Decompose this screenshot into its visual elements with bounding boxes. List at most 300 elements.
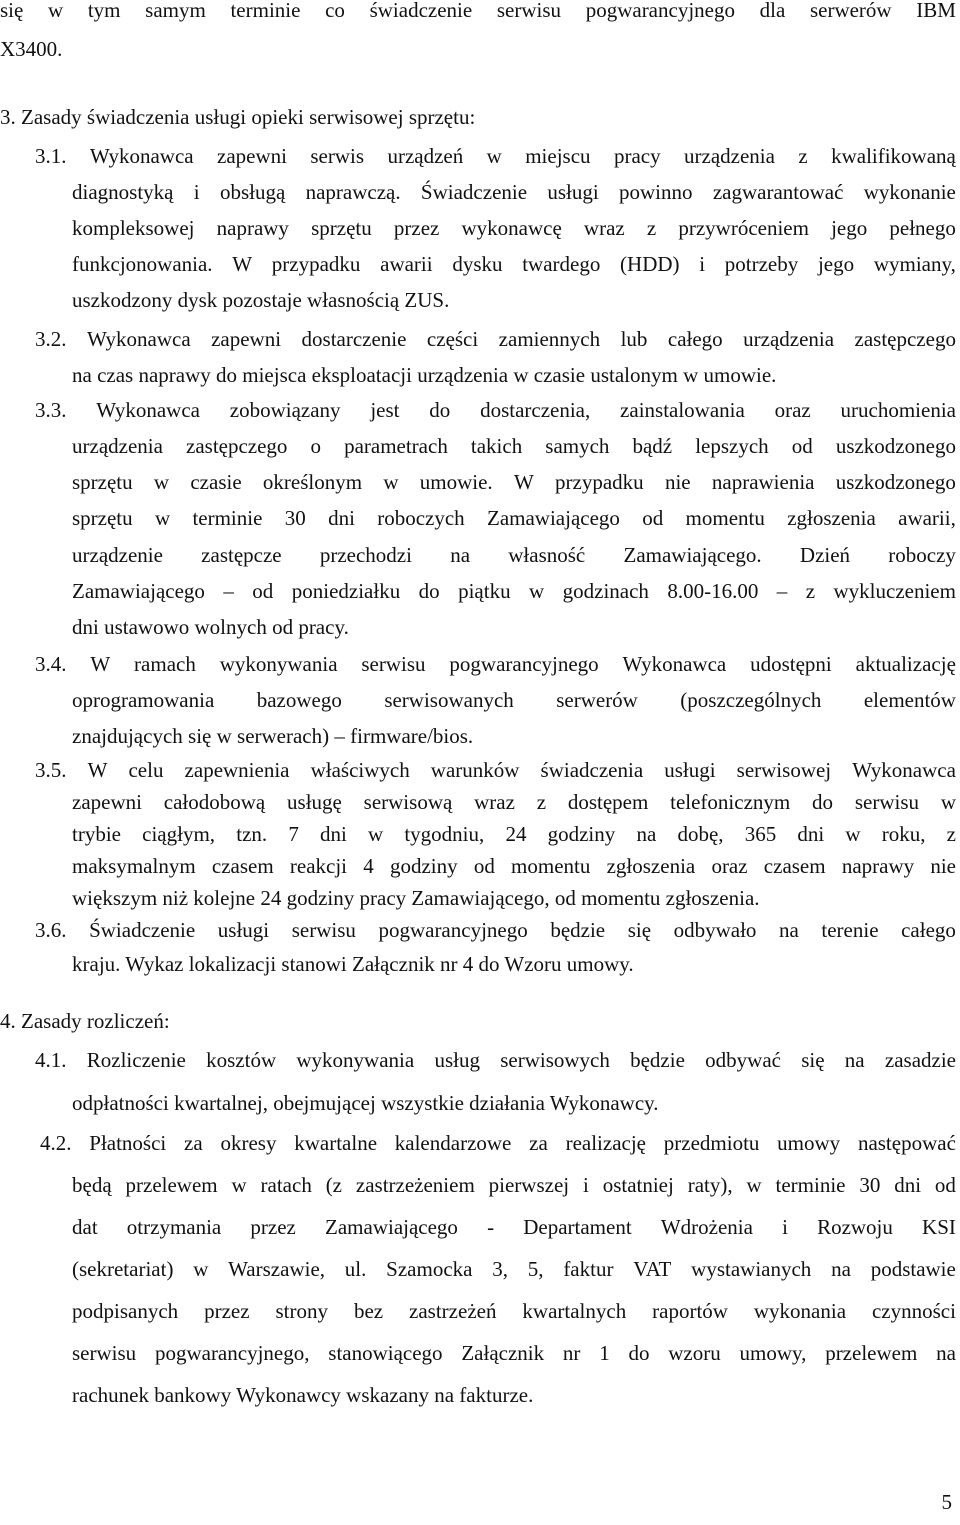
word: na: [636, 822, 657, 846]
word: z: [536, 790, 547, 814]
word: usługę: [287, 790, 342, 814]
word: odbywać: [705, 1048, 781, 1072]
word: samym: [145, 0, 206, 22]
text-line: [72, 254, 956, 275]
word: kalendarzowe: [394, 1131, 512, 1155]
word: strony: [275, 1299, 328, 1323]
word: wykluczeniem: [833, 579, 956, 603]
word: kwartalnych: [522, 1299, 627, 1323]
word: raty),: [687, 1173, 733, 1197]
word: wykonawcę: [461, 216, 562, 240]
word: bez: [353, 1299, 384, 1323]
text-line: [72, 581, 956, 602]
word: podstawie: [870, 1257, 956, 1281]
word: zapewni: [211, 327, 282, 351]
word: całego: [667, 327, 723, 351]
word: do: [628, 1341, 650, 1365]
text-line: [72, 824, 956, 845]
word: serwerów: [809, 0, 892, 22]
word: serwisu: [854, 790, 920, 814]
text-line: większym niż kolejne 24 godziny pracy Zamawiającego, od momentu zgłoszenia.: [72, 886, 760, 910]
text-line: X3400.: [0, 37, 63, 61]
word: zainstalowania: [620, 398, 745, 422]
word: okresy: [220, 1131, 277, 1155]
word: podpisanych: [72, 1299, 179, 1323]
word: maksymalnym: [72, 854, 196, 878]
text-line: uszkodzony dysk pozostaje własnością ZUS.: [72, 288, 450, 312]
word: kosztów: [206, 1048, 277, 1072]
word: Zamawiającego.: [623, 543, 762, 567]
word: do: [812, 790, 834, 814]
word: urządzeń: [387, 144, 464, 168]
word: w: [845, 822, 861, 846]
page-number: 5: [941, 1490, 952, 1514]
word: 3.4.: [35, 652, 67, 676]
word: roboczy: [888, 543, 956, 567]
word: zapewnienia: [184, 758, 290, 782]
word: diagnostyką: [72, 180, 174, 204]
word: na: [450, 543, 471, 567]
word: i: [582, 1173, 589, 1197]
word: usług: [434, 1048, 480, 1072]
word: oraz: [711, 854, 748, 878]
word: takich: [470, 434, 523, 458]
word: usługi: [547, 180, 599, 204]
word: od: [252, 579, 274, 603]
word: odbywało: [673, 918, 757, 942]
word: zgłoszenia: [606, 854, 696, 878]
word: lub: [620, 327, 648, 351]
word: Załącznik: [461, 1341, 545, 1365]
word: Wykonawca: [622, 652, 727, 676]
word: momentu: [685, 506, 765, 530]
word: zastępczego: [854, 327, 956, 351]
word: KSI: [922, 1215, 956, 1239]
word: ramach: [134, 652, 196, 676]
word: od: [791, 434, 813, 458]
text-line: znajdujących się w serwerach) – firmware/bios.: [72, 724, 474, 748]
word: 1: [599, 1341, 610, 1365]
word: W: [513, 470, 534, 494]
word: momentu: [511, 854, 591, 878]
word: obsługą: [219, 180, 286, 204]
word: reakcji: [289, 854, 348, 878]
word: Wdrożenia: [660, 1215, 753, 1239]
word: 3,: [492, 1257, 508, 1281]
word: godziny: [389, 854, 458, 878]
word: usługi: [217, 918, 270, 942]
text-line: [72, 856, 956, 877]
word: określonym: [262, 470, 363, 494]
word: telefonicznym: [670, 790, 791, 814]
word: serwisu: [496, 0, 562, 22]
word: W: [87, 758, 108, 782]
word: Wykonawca: [96, 398, 200, 422]
word: pogwarancyjnego: [378, 918, 528, 942]
word: się: [801, 1048, 825, 1072]
word: w: [368, 822, 384, 846]
text-line: [72, 472, 956, 493]
word: od: [934, 1173, 956, 1197]
word: dni: [797, 822, 825, 846]
word: uruchomienia: [840, 398, 956, 422]
word: sprzętu: [311, 216, 372, 240]
word: wykonywania: [219, 652, 338, 676]
word: 24: [505, 822, 527, 846]
word: 3.3.: [35, 398, 67, 422]
word: 4.2.: [40, 1131, 72, 1155]
word: się: [0, 0, 24, 22]
word: dla: [759, 0, 786, 22]
word: samych: [545, 434, 610, 458]
word: wzoru: [668, 1341, 721, 1365]
word: ul.: [344, 1257, 367, 1281]
word: (z: [325, 1173, 343, 1197]
word: czasem: [763, 854, 826, 878]
word: wykonania: [753, 1299, 847, 1323]
word: na: [831, 1257, 851, 1281]
word: raportów: [652, 1299, 728, 1323]
word: terminie: [230, 0, 301, 22]
word: urządzenia: [684, 144, 775, 168]
word: (HDD): [620, 252, 680, 276]
word: parametrach: [344, 434, 448, 458]
word: w: [193, 1257, 209, 1281]
word: 3.6.: [35, 918, 67, 942]
word: i: [782, 1215, 788, 1239]
word: usługi: [664, 758, 716, 782]
text-line: odpłatności kwartalnej, obejmującej wszystkie działania Wykonawcy.: [72, 1091, 659, 1115]
word: 5,: [527, 1257, 544, 1281]
word: pracy: [613, 144, 661, 168]
word: ratach: [260, 1173, 312, 1197]
word: 30: [859, 1173, 881, 1197]
word: w: [153, 470, 170, 494]
text-line: [35, 329, 956, 350]
word: Departament: [523, 1215, 632, 1239]
word: w: [383, 470, 399, 494]
word: wystawianych: [691, 1257, 812, 1281]
text-line: [40, 1133, 956, 1154]
word: trybie: [72, 822, 121, 846]
word: co: [325, 0, 345, 22]
word: dostępem: [567, 790, 649, 814]
word: zagwarantować: [712, 180, 844, 204]
word: i: [193, 180, 200, 204]
word: części: [426, 327, 479, 351]
word: uszkodzonego: [835, 434, 956, 458]
text-line: [35, 1050, 956, 1071]
word: nie: [930, 854, 956, 878]
word: poniedziałku: [291, 579, 401, 603]
text-line: [72, 1175, 956, 1196]
text-line: kraju. Wykaz lokalizacji stanowi Załącznik nr 4 do Wzoru umowy.: [72, 952, 634, 976]
word: następować: [857, 1131, 956, 1155]
word: naprawienia: [711, 470, 815, 494]
text-line: [72, 545, 956, 566]
word: Szamocka: [386, 1257, 473, 1281]
word: za: [529, 1131, 548, 1155]
text-line: [72, 182, 956, 203]
word: serwis: [310, 144, 365, 168]
section-heading: 4. Zasady rozliczeń:: [0, 1009, 170, 1033]
text-line: [35, 654, 956, 675]
word: pogwarancyjnego: [449, 652, 599, 676]
word: wykonanie: [863, 180, 956, 204]
text-line: [35, 920, 956, 941]
word: stanowiącego: [328, 1341, 443, 1365]
text-line: [72, 218, 956, 239]
text-line: dni ustawowo wolnych od pracy.: [72, 615, 349, 639]
word: jest: [370, 398, 400, 422]
word: Świadczenie: [420, 180, 528, 204]
word: z: [805, 579, 816, 603]
text-line: [72, 1301, 956, 1322]
word: na: [936, 1341, 956, 1365]
word: przelewem: [825, 1341, 918, 1365]
word: roku,: [881, 822, 926, 846]
word: bądź: [632, 434, 673, 458]
word: Wykonawca: [89, 144, 194, 168]
word: W: [90, 652, 111, 676]
text-line: [72, 1259, 956, 1280]
text-line: [35, 146, 956, 167]
word: terminie: [775, 1173, 846, 1197]
word: od: [642, 506, 664, 530]
word: dostarczenie: [301, 327, 407, 351]
word: pierwszej: [488, 1173, 570, 1197]
word: zastępczego: [186, 434, 288, 458]
word: urządzenia: [72, 434, 163, 458]
word: miejscu: [525, 144, 591, 168]
word: zgłoszenia: [787, 506, 876, 530]
word: za: [184, 1131, 203, 1155]
word: zapewni: [217, 144, 287, 168]
word: przez: [250, 1215, 296, 1239]
word: godziny: [547, 822, 616, 846]
word: świadczenia: [540, 758, 644, 782]
word: przypadku: [555, 470, 644, 494]
word: kwartalne: [294, 1131, 378, 1155]
word: serwisu: [361, 652, 426, 676]
text-line: [0, 0, 956, 21]
word: przelewem: [125, 1173, 218, 1197]
word: dostarczenia,: [480, 398, 591, 422]
word: 3.2.: [35, 327, 67, 351]
word: całego: [901, 918, 956, 942]
word: 7: [288, 822, 299, 846]
word: przechodzi: [319, 543, 412, 567]
word: w: [47, 0, 64, 22]
section-heading: 3. Zasady świadczenia usługi opieki serwisowej sprzętu:: [0, 105, 476, 129]
word: 8.00-16.00: [667, 579, 759, 603]
word: naprawy: [216, 216, 289, 240]
word: wraz: [583, 216, 625, 240]
word: IBM: [916, 0, 956, 22]
word: o: [310, 434, 321, 458]
text-line: [72, 1343, 956, 1364]
word: w: [486, 144, 502, 168]
word: będzie: [550, 918, 606, 942]
word: w: [940, 790, 956, 814]
text-line: [35, 400, 956, 421]
word: (sekretariat): [72, 1257, 174, 1281]
word: Wykonawca: [852, 758, 956, 782]
word: 3.5.: [35, 758, 67, 782]
word: właściwych: [310, 758, 410, 782]
word: w: [529, 579, 545, 603]
word: do: [429, 398, 451, 422]
word: Rozliczenie: [86, 1048, 186, 1072]
word: na: [779, 918, 799, 942]
text-line: rachunek bankowy Wykonawcy wskazany na fakturze.: [72, 1383, 534, 1407]
word: wykonywania: [296, 1048, 415, 1072]
word: realizację: [565, 1131, 646, 1155]
word: ciągłym,: [142, 822, 216, 846]
word: godzinach: [562, 579, 649, 603]
word: terminie: [192, 506, 263, 530]
word: zastrzeżeniem: [355, 1173, 475, 1197]
word: W: [232, 252, 253, 276]
word: pełnego: [889, 216, 956, 240]
word: kwalifikowaną: [831, 144, 956, 168]
word: dysku: [452, 252, 503, 276]
word: funkcjonowania.: [72, 252, 213, 276]
word: zamiennych: [498, 327, 601, 351]
word: czasie: [190, 470, 242, 494]
word: terenie: [821, 918, 879, 942]
word: serwisowanych: [384, 688, 514, 712]
word: całodobową: [163, 790, 266, 814]
word: Wykonawca: [86, 327, 191, 351]
word: warunków: [430, 758, 520, 782]
word: naprawczą.: [305, 180, 401, 204]
word: wymiany,: [873, 252, 956, 276]
word: w: [231, 1173, 247, 1197]
word: oraz: [774, 398, 811, 422]
word: świadczenie: [369, 0, 473, 22]
word: serwisu: [291, 918, 356, 942]
word: na: [844, 1048, 865, 1072]
word: sprzętu: [72, 470, 133, 494]
word: serwisową: [363, 790, 453, 814]
word: faktur: [563, 1257, 614, 1281]
text-line: [72, 436, 956, 457]
word: zastrzeżeń: [409, 1299, 497, 1323]
word: 365: [744, 822, 777, 846]
word: jego: [817, 252, 855, 276]
word: dni: [894, 1173, 922, 1197]
word: od: [473, 854, 495, 878]
word: Zamawiającego: [325, 1215, 458, 1239]
word: dni: [319, 822, 347, 846]
word: elementów: [863, 688, 956, 712]
word: tygodniu,: [404, 822, 485, 846]
word: dobę,: [677, 822, 724, 846]
word: Zamawiającego: [72, 579, 205, 603]
word: czasem: [211, 854, 274, 878]
word: dat: [72, 1215, 98, 1239]
word: zasadzie: [884, 1048, 956, 1072]
word: dni: [328, 506, 355, 530]
word: przedmiotu: [663, 1131, 760, 1155]
word: wraz: [474, 790, 515, 814]
word: przez: [393, 216, 440, 240]
text-line: [72, 690, 956, 711]
word: przywróceniem: [678, 216, 809, 240]
word: 4.1.: [35, 1048, 67, 1072]
word: będzie: [630, 1048, 685, 1072]
word: urządzenia: [743, 327, 835, 351]
word: otrzymania: [126, 1215, 222, 1239]
word: Warszawie,: [228, 1257, 326, 1281]
word: przez: [204, 1299, 250, 1323]
word: własność: [508, 543, 586, 567]
word: awarii: [380, 252, 433, 276]
word: do: [418, 579, 440, 603]
word: umowy,: [739, 1341, 807, 1365]
word: (poszczególnych: [680, 688, 822, 712]
word: tzn.: [236, 822, 268, 846]
word: Świadczenie: [89, 918, 196, 942]
word: bazowego: [256, 688, 342, 712]
word: z: [798, 144, 808, 168]
word: 30: [284, 506, 306, 530]
word: –: [223, 579, 234, 603]
word: potrzeby: [724, 252, 799, 276]
word: serwisowych: [500, 1048, 610, 1072]
text-line: [72, 1217, 956, 1238]
word: Dzień: [799, 543, 851, 567]
word: czynności: [871, 1299, 956, 1323]
word: jego: [831, 216, 868, 240]
word: z: [646, 216, 657, 240]
word: lepszych: [695, 434, 769, 458]
word: -: [487, 1215, 495, 1239]
word: nr: [562, 1341, 581, 1365]
word: zobowiązany: [229, 398, 341, 422]
word: twardego: [522, 252, 601, 276]
word: serwisowej: [736, 758, 832, 782]
word: uszkodzonego: [835, 470, 956, 494]
word: VAT: [633, 1257, 672, 1281]
word: roboczych: [377, 506, 465, 530]
word: ostatniej: [602, 1173, 674, 1197]
word: sprzętu: [72, 506, 133, 530]
word: zastępcze: [201, 543, 282, 567]
text-line: na czas naprawy do miejsca eksploatacji urządzenia w czasie ustalonym w umowie.: [72, 363, 777, 387]
text-line: [72, 792, 956, 813]
word: 4: [363, 854, 374, 878]
word: pogwarancyjnego: [585, 0, 735, 22]
word: aktualizację: [855, 652, 956, 676]
word: kompleksowej: [72, 216, 195, 240]
word: naprawy: [841, 854, 915, 878]
text-line: [35, 760, 956, 781]
word: Płatności: [89, 1131, 167, 1155]
word: umowy: [777, 1131, 841, 1155]
word: będą: [72, 1173, 112, 1197]
word: się: [627, 918, 652, 942]
word: serwisu: [72, 1341, 137, 1365]
word: –: [776, 579, 788, 603]
word: udostępni: [750, 652, 832, 676]
word: Rozwoju: [817, 1215, 893, 1239]
word: umowie.: [419, 470, 493, 494]
word: awarii,: [898, 506, 956, 530]
word: nie: [664, 470, 691, 494]
word: z: [946, 822, 956, 846]
